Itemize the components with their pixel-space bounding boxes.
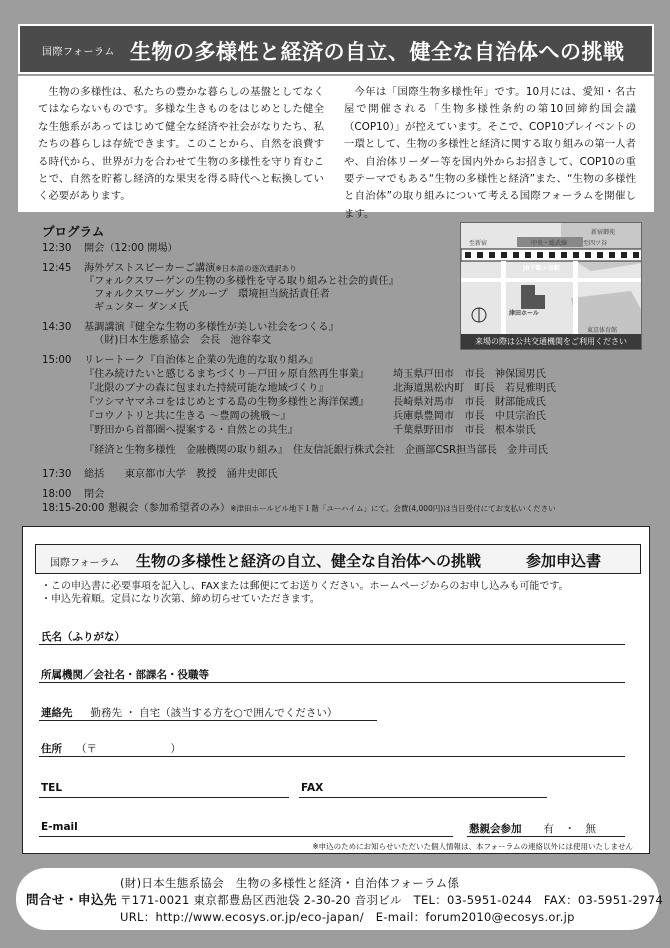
event-banner <box>18 24 654 74</box>
postal-code-field[interactable]: （〒 ） <box>76 743 181 755</box>
program-open-text: 開会（12:00 開場） <box>84 243 178 254</box>
guest-heading-note: ※日本語の逐次通訳あり <box>215 264 297 273</box>
time-label: 17:30 <box>42 469 72 480</box>
map-label-tsuda-hall: 津田ホール <box>509 310 539 317</box>
program-close <box>42 488 104 501</box>
form-note-1: ・この申込書に必要事項を記入し、FAXまたは郵便にてお送りください。ホームページからのお申し込みも可能です。 <box>41 581 569 592</box>
program-open <box>42 242 178 255</box>
relay-talk-speaker: 千葉県野田市 市長 根本崇氏 <box>393 425 536 436</box>
address-field-label <box>41 741 181 756</box>
contact-field-label <box>41 705 337 720</box>
affiliation-field[interactable] <box>39 682 625 683</box>
affiliation-field-label: 所属機関／会社名・部課名・役職等 <box>41 669 209 681</box>
relay-talk-speaker: 埼玉県戸田市 市長 神保国男氏 <box>393 369 546 380</box>
form-title-bar <box>35 544 641 574</box>
contact-org: (財)日本生態系協会 生物の多様性と経済・自治体フォーラム係 <box>120 876 460 890</box>
intro-right-column <box>344 84 636 223</box>
party-note: ※津田ホールビル地下１階「ユーハイム」にて。会費(4,000円)は当日受付にてお支払いください <box>230 504 556 513</box>
keynote-heading: 基調講演『健全な生物の多様性が美しい社会をつくる』 <box>84 322 339 333</box>
fax-field-label: FAX <box>301 782 324 794</box>
party-options[interactable]: 有 ・ 無 <box>543 823 596 835</box>
name-field-label: 氏名（ふりがな） <box>41 631 125 643</box>
address-field[interactable] <box>39 756 625 757</box>
guest-talk-title: 『フォルクスワーゲンの生物の多様性を守る取り組みと社会的責任』 <box>84 276 399 287</box>
form-apply-label: 参加申込書 <box>526 552 602 570</box>
program-guest <box>42 262 297 275</box>
map-label-station: JR千駄ヶ谷駅 <box>523 265 560 272</box>
intro-left-column <box>38 84 324 206</box>
program-relay <box>42 354 318 367</box>
party-text: 懇親会（参加希望者のみ） <box>108 503 231 514</box>
party-field[interactable] <box>467 836 625 837</box>
relay-talk-title: 『住み続けたいと感じるまちづくり－戸田ヶ原自然再生事業』 <box>84 369 370 380</box>
program-title: プログラム <box>42 224 105 239</box>
contact-address: 〒171-0021 東京都豊島区西池袋 2-30-20 音羽ビル TEL：03-5951-0244 FAX：03-5951-2974 <box>120 893 663 907</box>
privacy-note: ※申込のためにお知らせいただいた個人情報は、本フォーラムの連絡以外には使用いたしません <box>312 842 633 851</box>
relay-talk-title: 『ツシマヤマネコをはじめとする島の生物多様性と海洋保護』 <box>84 397 370 408</box>
program-party <box>42 502 556 515</box>
relay-talk-title: 『コウノトリと共に生きる ～豊岡の挑戦～』 <box>84 411 291 422</box>
party-field-label <box>469 821 596 836</box>
intro-section <box>18 76 654 220</box>
time-label: 18:15-20:00 <box>42 503 105 514</box>
time-label: 12:30 <box>42 243 72 254</box>
map-label-gym: 東京体育館 <box>587 327 618 334</box>
fax-field[interactable] <box>299 797 547 798</box>
time-label: 12:45 <box>42 263 72 274</box>
map-label-shinjuku: 至新宿 <box>469 240 488 247</box>
access-map <box>460 222 642 350</box>
application-form <box>22 526 650 854</box>
relay-talk-speaker: 兵庫県豊岡市 市長 中貝宗治氏 <box>393 411 546 422</box>
time-label: 18:00 <box>42 489 72 500</box>
relay-talk-speaker: 北海道黒松内町 町長 若見雅明氏 <box>393 383 556 394</box>
name-field[interactable] <box>39 644 625 645</box>
relay-heading: リレートーク『自治体と企業の先進的な取り組み』 <box>84 355 319 366</box>
intro-left-text: 生物の多様性は、私たちの豊かな暮らしの基盤としてなくてはならないものです。多様な生きものをはじめとした健全な生態系があってはじめて健全な経済や社会がなりたち、私たちの暮らしは存続できます。このことから、自然を浪費する時代から、世界が力を合わせて生物の多様性を守り育むことで、自然を貯蓄し経済的な果実を得る時代へと転換していく必要があります。 <box>38 86 324 203</box>
contact-url-email[interactable]: URL：http://www.ecosys.or.jp/eco-japan/ E-mail：forum2010@ecosys.or.jp <box>120 910 575 924</box>
program-keynote <box>42 321 339 334</box>
intro-right-text: 今年は「国際生物多様性年」です。10月には、愛知・名古屋で開催される「生物多様性条約の第10回締約国会議（COP10）」が控えています。そこで、COP10プレイベントの一環として、生物の多様性と経済に関する取り組みの第一人者や、自治体リーダー等を国内外からお招きして、COP10の重要テーマでもある“生物の多様性と経済”また、“生物の多様性と自治体”の取り組みについて考える国際フォーラムを開催します。 <box>344 86 636 220</box>
guest-org: フォルクスワーゲン グループ 環境担当統括責任者 <box>94 289 330 300</box>
contact-field[interactable] <box>39 720 377 721</box>
time-label: 15:00 <box>42 355 72 366</box>
contact-options[interactable]: 勤務先 ・ 自宅（該当する方を○で囲んでください） <box>90 707 338 719</box>
banner-title: 生物の多様性と経済の自立、健全な自治体への挑戦 <box>130 40 625 64</box>
guest-speaker: ギュンター ダンメ氏 <box>94 302 189 313</box>
address-label: 住所 <box>41 743 62 755</box>
time-label: 14:30 <box>42 322 72 333</box>
tel-field-label: TEL <box>41 782 63 794</box>
map-caption: 来場の際は公共交通機関をご利用ください <box>461 334 641 349</box>
form-forum-label: 国際フォーラム <box>50 558 120 569</box>
keynote-speaker: （財)日本生態系協会 会長 池谷奉文 <box>94 335 272 346</box>
map-label-chuo-line: 中央・総武線 <box>531 240 568 247</box>
tel-field[interactable] <box>39 797 289 798</box>
relay-talk-speaker: 長崎県対馬市 市長 財部能成氏 <box>393 397 546 408</box>
contact-label: 連絡先 <box>41 707 73 719</box>
party-label: 懇親会参加 <box>469 823 522 835</box>
contact-heading: 問合せ・申込先 <box>26 892 118 907</box>
guest-heading: 海外ゲストスピーカーご講演 <box>84 263 216 274</box>
summary-text: 総括 東京都市大学 教授 涌井史郎氏 <box>84 469 278 480</box>
form-note-2: ・申込先着順。定員になり次第、締め切らせていただきます。 <box>41 594 320 605</box>
form-title: 生物の多様性と経済の自立、健全な自治体への挑戦 <box>136 552 482 570</box>
contact-section <box>16 868 663 930</box>
relay-talk-title: 『野田から首都圏へ提案する・自然との共生』 <box>84 425 298 436</box>
close-text: 閉会 <box>84 489 105 500</box>
relay-talk-title: 『北限のブナの森に包まれた持続可能な地域づくり』 <box>84 383 329 394</box>
map-label-yotsuya: 至四ツ谷 <box>583 240 608 247</box>
map-label-gyoen: 新宿御苑 <box>591 229 616 236</box>
email-field[interactable] <box>39 836 453 837</box>
banner-forum-label: 国際フォーラム <box>42 47 115 58</box>
program-summary <box>42 468 278 481</box>
relay-last-talk: 『経済と生物多様性 金融機関の取り組み』 住友信託銀行株式会社 企画部CSR担当部長 金井司氏 <box>84 445 548 456</box>
email-field-label: E-mail <box>41 821 78 833</box>
